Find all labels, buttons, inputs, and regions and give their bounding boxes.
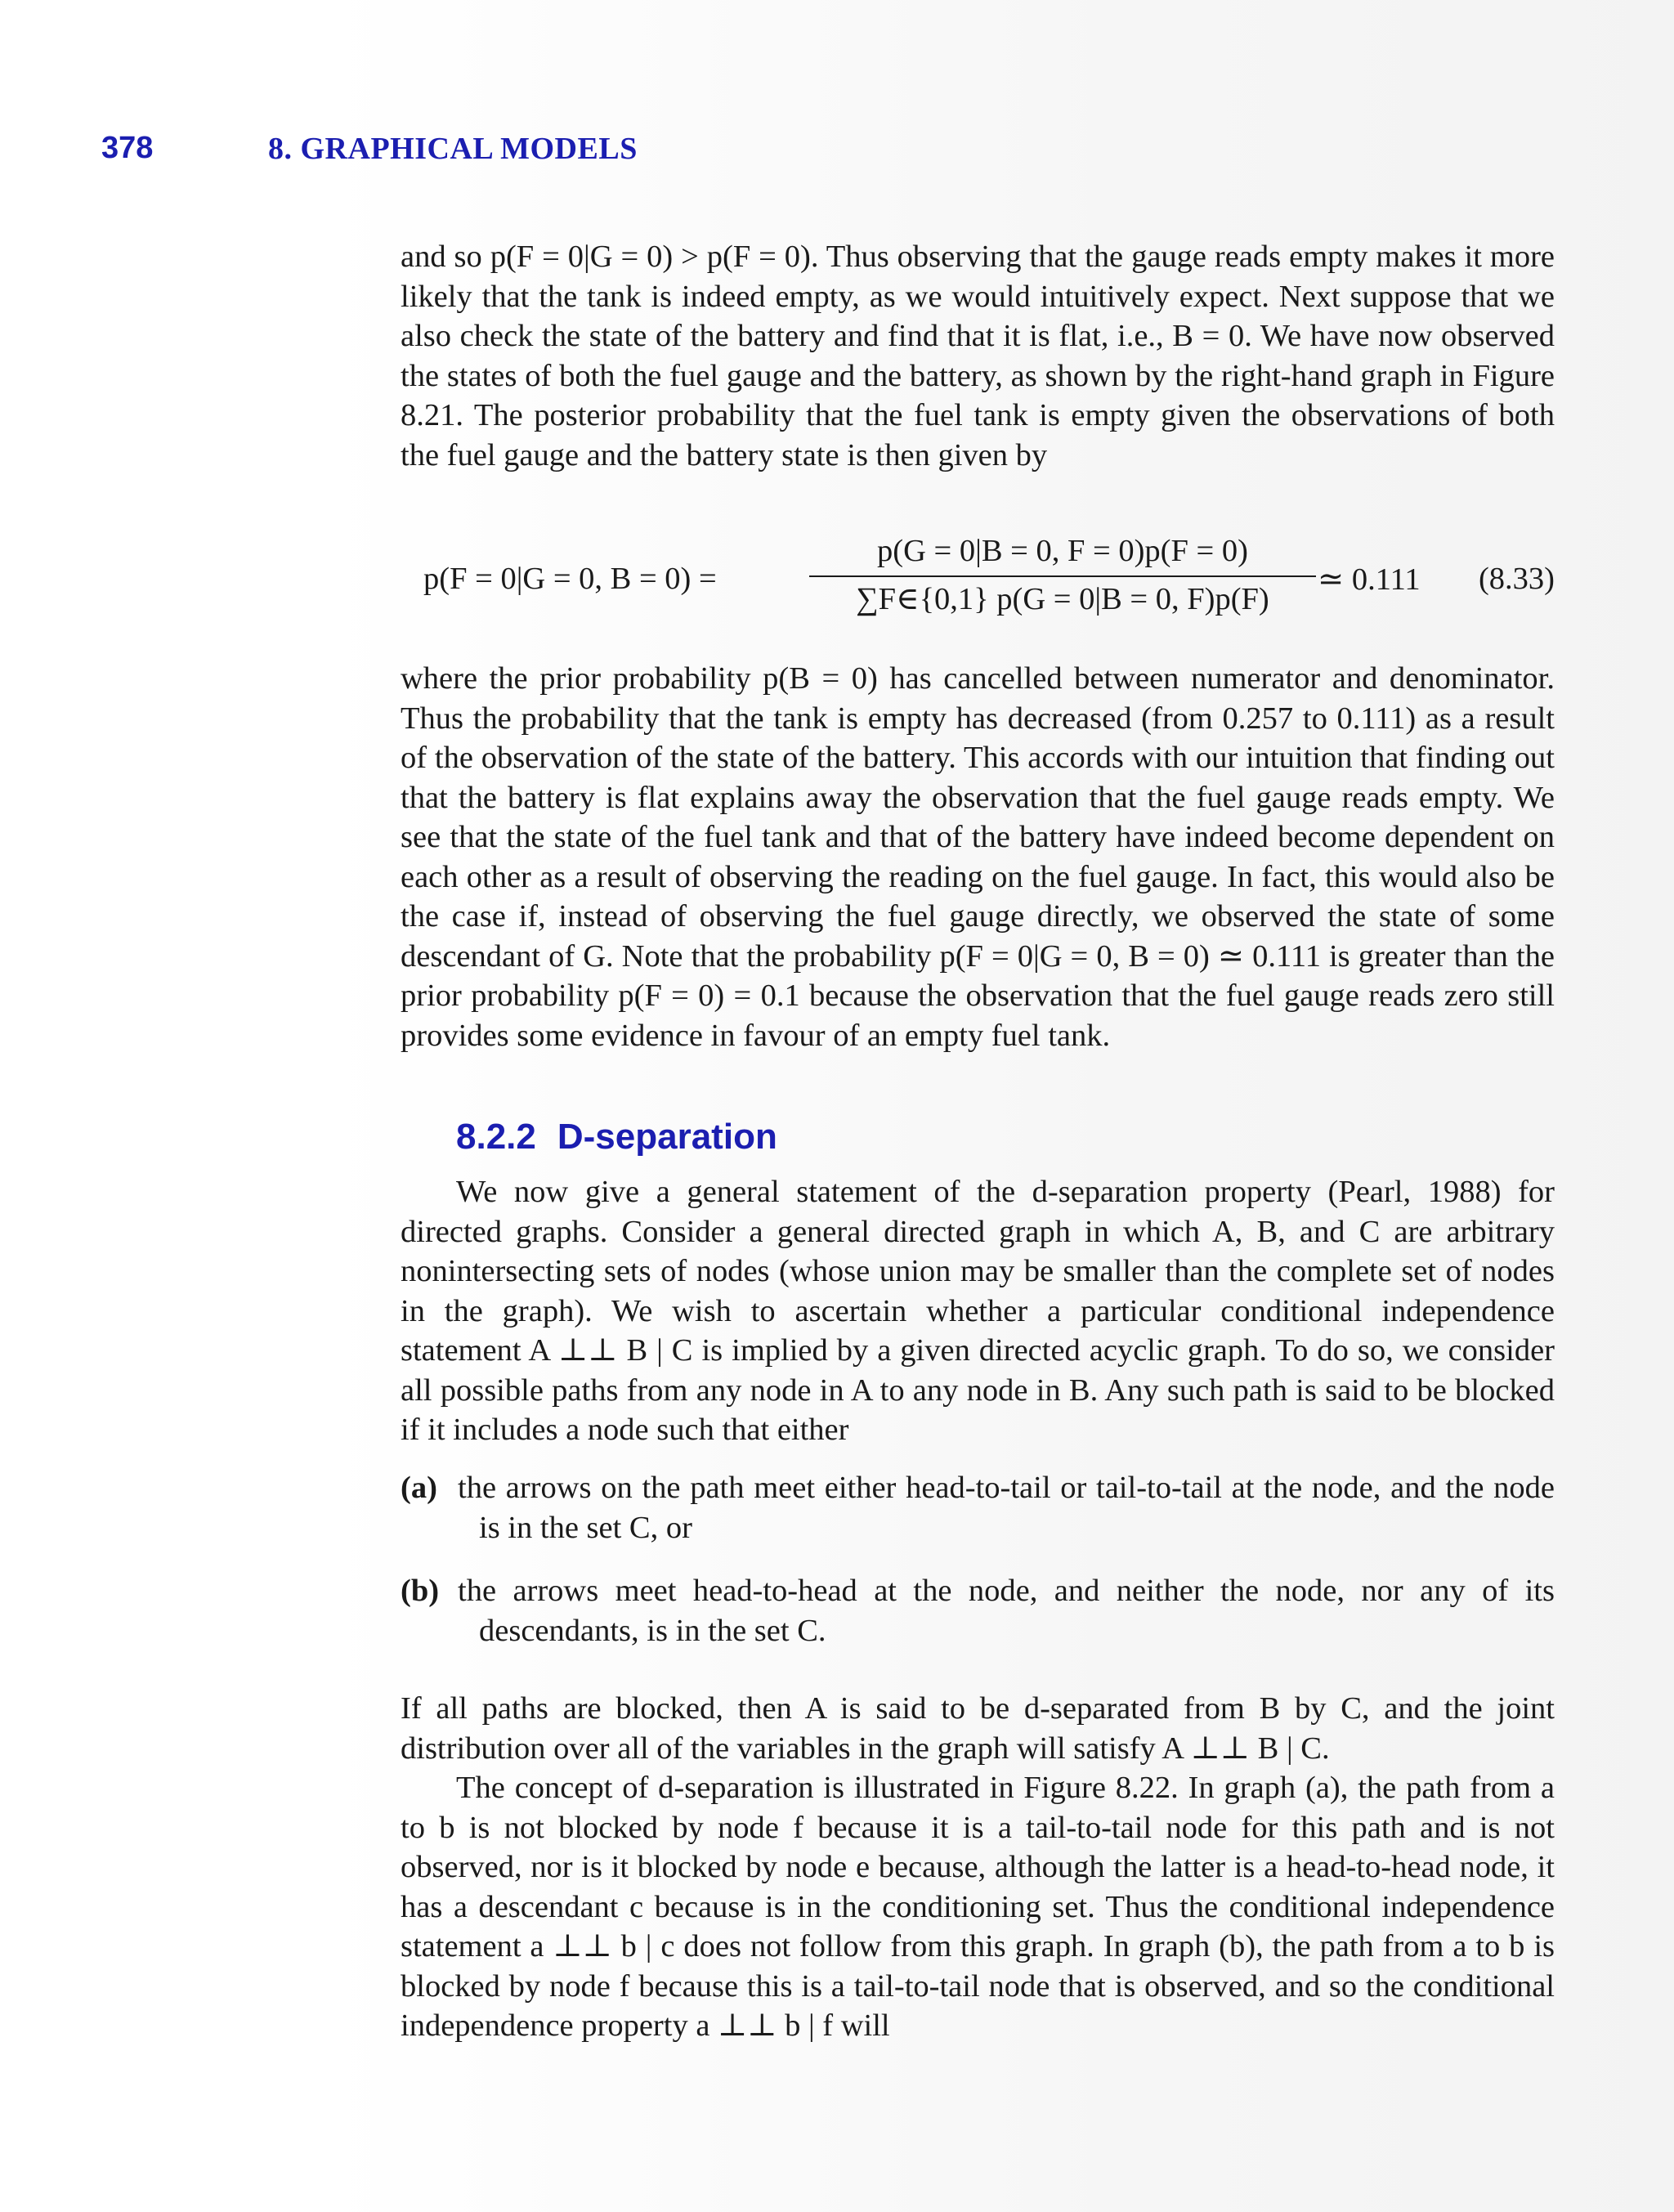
equation-denominator: ∑F∈{0,1} p(G = 0|B = 0, F)p(F) xyxy=(856,582,1269,616)
page-number: 378 xyxy=(101,131,154,165)
list-item-label: (b) xyxy=(401,1574,440,1608)
list-item xyxy=(401,1468,1555,1547)
equation-fraction xyxy=(809,533,1316,617)
equation-8-33 xyxy=(401,533,1555,631)
paragraph-3: We now give a general statement of the d-separation property (Pearl, 1988) for directed graphs. Consider a general directed graph in which A, B, and C are arbitrary nonintersecting sets of nodes (whose union may be smaller than the complete set of nodes in the graph). We wish to ascertain whether a particular conditional independence statement A ⊥⊥ B | C is implied by a given directed acyclic graph. To do so, we consider all possible paths from any node in A to any node in B. Any such path is said to be blocked if it includes a node such that either xyxy=(401,1175,1555,1447)
paragraph-4: If all paths are blocked, then A is said to be d-separated from B by C, and the joint distribution over all of the variables in the graph will satisfy A ⊥⊥ B | C. xyxy=(401,1691,1555,1766)
equation-number: (8.33) xyxy=(1478,562,1555,596)
list-item xyxy=(401,1571,1555,1650)
paragraph-3-block xyxy=(401,1172,1555,1450)
paragraph-1-block xyxy=(401,237,1555,475)
section-number: 8.2.2 xyxy=(456,1117,536,1157)
chapter-title: 8. GRAPHICAL MODELS xyxy=(268,132,638,166)
equation-numerator: p(G = 0|B = 0, F = 0)p(F = 0) xyxy=(877,534,1248,568)
paragraph-1: and so p(F = 0|G = 0) > p(F = 0). Thus observing that the gauge reads empty makes it more likely that the tank is indeed empty, as we would intuitively expect. Next suppose that we also check the state of the battery and find that it is flat, i.e., B = 0. We have now observed the states of both the fuel gauge and the battery, as shown by the right-hand graph in Figure 8.21. The posterior probability that the fuel tank is empty given the observations of both the fuel gauge and the battery state is then given by xyxy=(401,240,1555,472)
list-item-text: the arrows on the path meet either head-to-tail or tail-to-tail at the node, and the node is in the set C, or xyxy=(458,1471,1555,1545)
equation-lhs: p(F = 0|G = 0, B = 0) = xyxy=(423,562,717,596)
list-item-label: (a) xyxy=(401,1471,437,1505)
list-item-text: the arrows meet head-to-head at the node, and neither the node, nor any of its descendants, is in the set C. xyxy=(458,1574,1555,1648)
paragraph-2-block xyxy=(401,659,1555,1055)
section-heading xyxy=(456,1117,777,1157)
paragraph-5: The concept of d-separation is illustrated in Figure 8.22. In graph (a), the path from a to b is not blocked by node f because it is a tail-to-tail node for this path and is not observed, nor is it blocked by node e because, although the latter is a head-to-head node, it has a descendant c because is in the conditioning set. Thus the conditional independence statement a ⊥⊥ b | c does not follow from this graph. In graph (b), the path from a to b is blocked by node f because this is a tail-to-tail node that is observed, and so the conditional independence property a ⊥⊥ b | f will xyxy=(401,1771,1555,2043)
section-title: D-separation xyxy=(557,1117,777,1157)
paragraph-2: where the prior probability p(B = 0) has cancelled between numerator and denominator. Thus the probability that the tank is empty has decreased (from 0.257 to 0.111) as a result of the observation of the state of the battery. This accords with our intuition that finding out that the battery is flat explains away the observation that the fuel gauge reads empty. We see that the state of the fuel tank and that of the battery have indeed become dependent on each other as a result of observing the reading on the fuel gauge. In fact, this would also be the case if, instead of observing the fuel gauge directly, we observed the state of some descendant of G. Note that the probability p(F = 0|G = 0, B = 0) ≃ 0.111 is greater than the prior probability p(F = 0) = 0.1 because the observation that the fuel gauge reads zero still provides some evidence in favour of an empty fuel tank. xyxy=(401,661,1555,1053)
paragraph-4-block xyxy=(401,1689,1555,2046)
equation-rhs: ≃ 0.111 xyxy=(1318,562,1421,597)
fraction-bar xyxy=(809,575,1316,577)
